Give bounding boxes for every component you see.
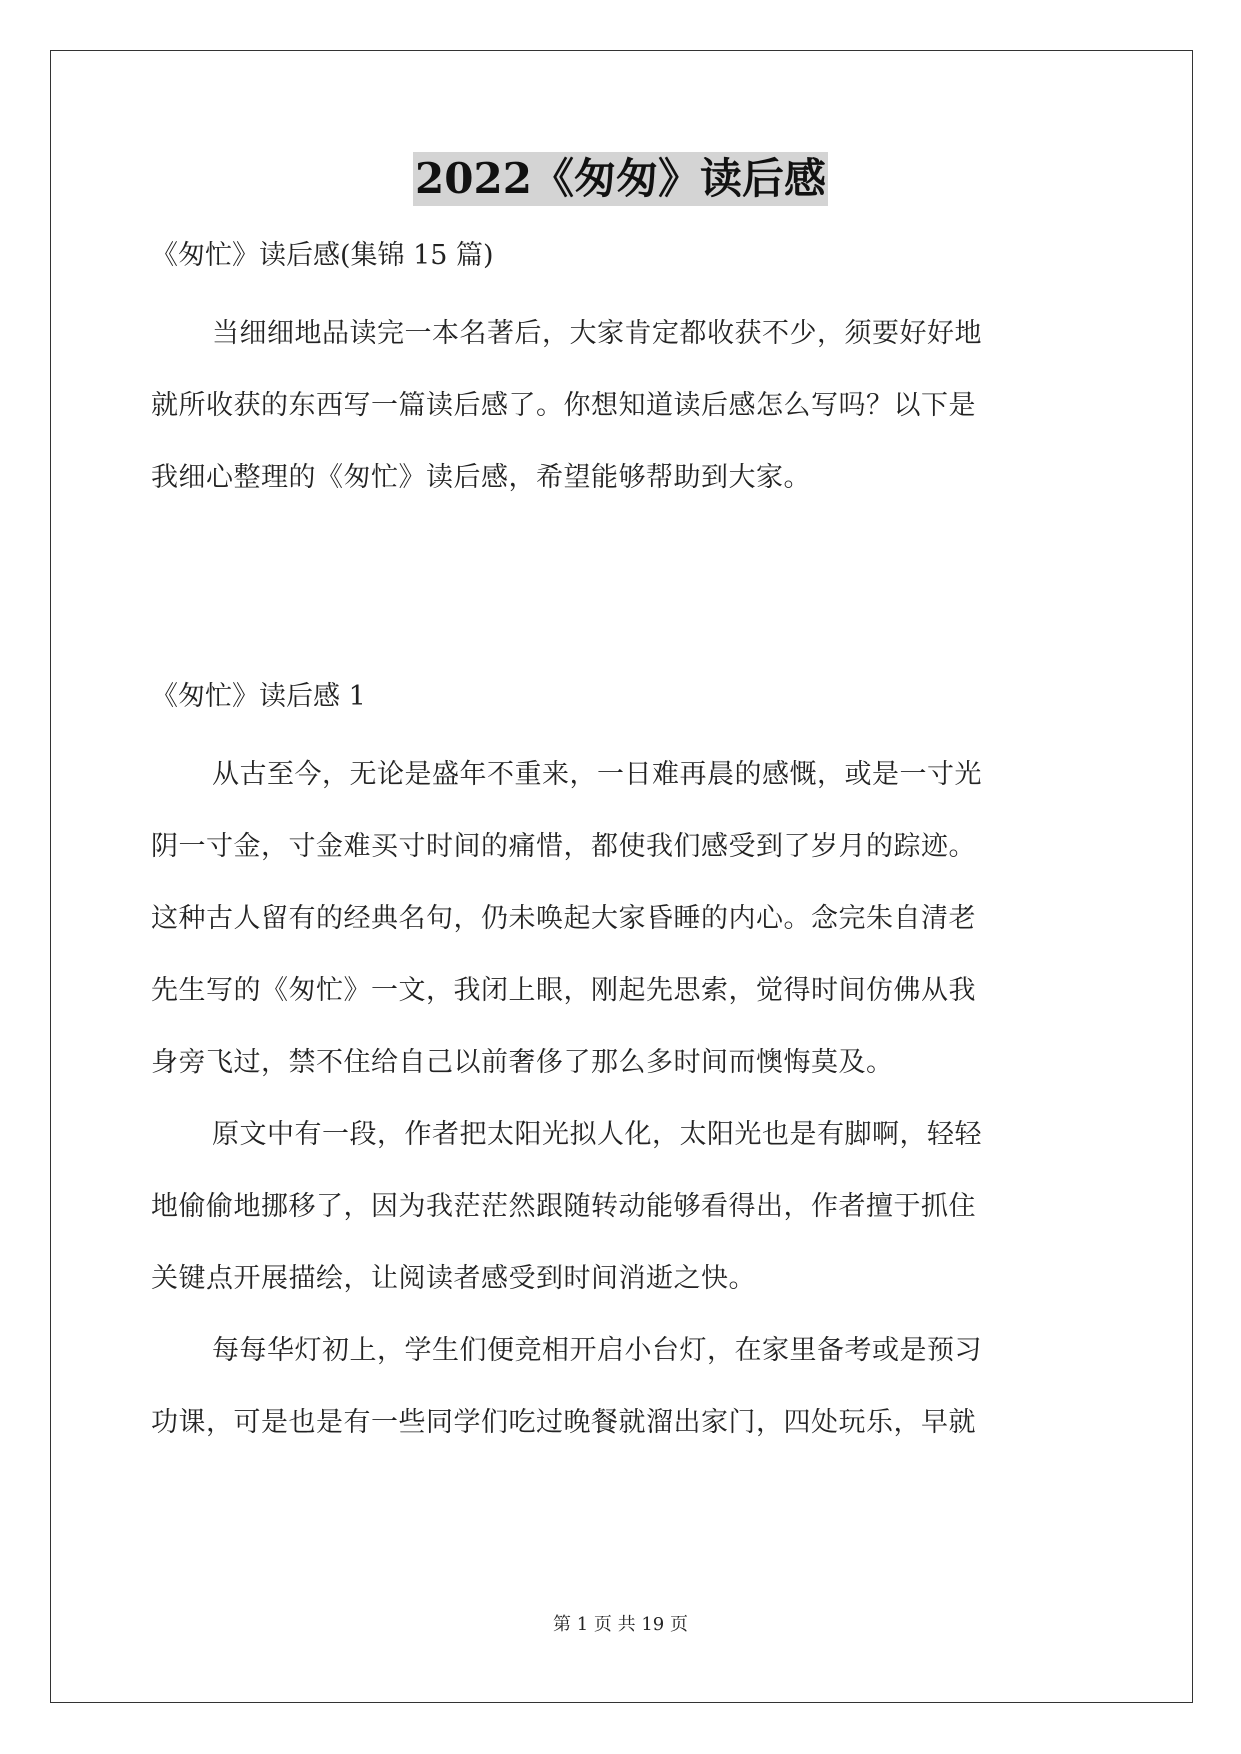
body-line: 从古至今，无论是盛年不重来，一日难再晨的感慨，或是一寸光 [212, 759, 982, 790]
section-heading: 《匆忙》读后感 1 [151, 681, 366, 712]
intro-line: 就所收获的东西写一篇读后感了。你想知道读后感怎么写吗？以下是 [151, 390, 976, 421]
body-line: 地偷偷地挪移了，因为我茫茫然跟随转动能够看得出，作者擅于抓住 [151, 1191, 976, 1222]
body-line: 原文中有一段，作者把太阳光拟人化，太阳光也是有脚啊，轻轻 [212, 1119, 982, 1150]
title-container [0, 152, 1241, 206]
page-border [50, 50, 1193, 1703]
body-line: 功课，可是也是有一些同学们吃过晚餐就溜出家门，四处玩乐，早就 [151, 1407, 976, 1438]
body-line: 这种古人留有的经典名句，仍未唤起大家昏睡的内心。念完朱自清老 [151, 903, 976, 934]
intro-line: 当细细地品读完一本名著后，大家肯定都收获不少，须要好好地 [212, 318, 982, 349]
intro-line: 我细心整理的《匆忙》读后感，希望能够帮助到大家。 [151, 462, 811, 493]
body-line: 关键点开展描绘，让阅读者感受到时间消逝之快。 [151, 1263, 756, 1294]
document-title: 2022《匆匆》读后感 [413, 152, 828, 206]
page-footer: 第 1 页 共 19 页 [553, 1614, 688, 1635]
body-line: 阴一寸金，寸金难买寸时间的痛惜，都使我们感受到了岁月的踪迹。 [151, 831, 976, 862]
body-line: 每每华灯初上，学生们便竞相开启小台灯，在家里备考或是预习 [212, 1335, 982, 1366]
document-subtitle: 《匆忙》读后感(集锦 15 篇) [151, 240, 494, 271]
body-line: 先生写的《匆忙》一文，我闭上眼，刚起先思索，觉得时间仿佛从我 [151, 975, 976, 1006]
body-line: 身旁飞过，禁不住给自己以前奢侈了那么多时间而懊悔莫及。 [151, 1047, 894, 1078]
